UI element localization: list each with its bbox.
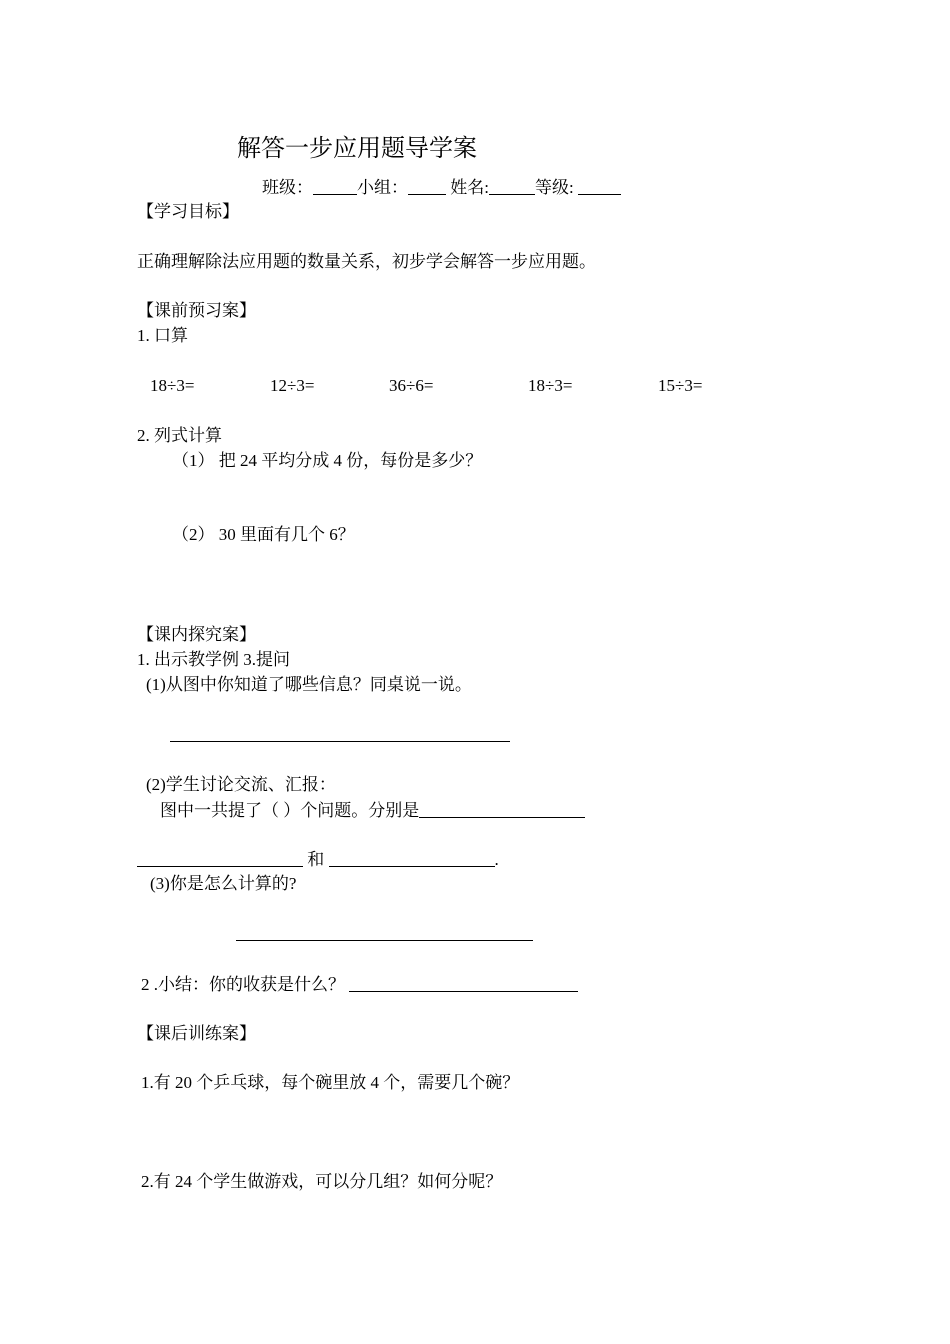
name-blank[interactable] <box>489 178 535 195</box>
summary-line <box>141 975 578 993</box>
group-blank[interactable] <box>408 178 446 195</box>
name-label: 姓名: <box>450 178 489 197</box>
written-question-1: （1） 把 24 平均分成 4 份，每份是多少？ <box>172 451 483 470</box>
question-count-text: 图中一共提了（ ）个问题。分别是 <box>160 801 420 820</box>
practice-heading: 【课后训练案】 <box>137 1024 256 1043</box>
grade-label: 等级: <box>534 178 574 197</box>
student-info-row <box>262 178 621 196</box>
oral-problem-2: 12÷3= <box>270 376 315 395</box>
summary-question: 2 .小结：你的收获是什么？ <box>141 975 345 994</box>
class-blank[interactable] <box>313 178 357 195</box>
summary-blank[interactable] <box>349 975 578 992</box>
question-count-line <box>160 801 585 819</box>
oral-problem-4: 18÷3= <box>528 376 573 395</box>
questions-and-line <box>137 850 499 868</box>
answer-line-info[interactable] <box>170 741 510 742</box>
discussion-heading: (2)学生讨论交流、汇报： <box>146 775 336 794</box>
grade-blank[interactable] <box>578 178 621 195</box>
class-label: 班级： <box>262 178 313 197</box>
oral-calc-item: 1. 口算 <box>137 326 188 345</box>
period: . <box>494 850 499 869</box>
oral-problem-1: 18÷3= <box>150 376 195 395</box>
preview-heading: 【课前预习案】 <box>137 301 256 320</box>
page-title: 解答一步应用题导学案 <box>237 136 477 162</box>
practice-question-1: 1.有 20 个乒乓球，每个碗里放 4 个，需要几个碗？ <box>141 1073 520 1092</box>
questions-blank-1[interactable] <box>419 801 585 818</box>
and-word: 和 <box>307 850 325 869</box>
goal-heading: 【学习目标】 <box>137 202 239 221</box>
practice-question-2: 2.有 24 个学生做游戏，可以分几组？如何分呢？ <box>141 1172 503 1191</box>
info-question: (1)从图中你知道了哪些信息？同桌说一说。 <box>146 675 472 694</box>
written-calc-item: 2. 列式计算 <box>137 426 222 445</box>
questions-blank-2[interactable] <box>137 850 303 867</box>
goal-text: 正确理解除法应用题的数量关系，初步学会解答一步应用题。 <box>137 252 596 271</box>
oral-problem-3: 36÷6= <box>389 376 434 395</box>
oral-problem-5: 15÷3= <box>658 376 703 395</box>
questions-blank-3[interactable] <box>329 850 495 867</box>
calc-method-question: (3)你是怎么计算的? <box>150 874 297 893</box>
explore-heading: 【课内探究案】 <box>137 625 256 644</box>
answer-line-method[interactable] <box>236 940 533 941</box>
written-question-2: （2） 30 里面有几个 6？ <box>172 525 355 544</box>
example-item: 1. 出示教学例 3.提问 <box>137 650 290 669</box>
group-label: 小组： <box>357 178 408 197</box>
